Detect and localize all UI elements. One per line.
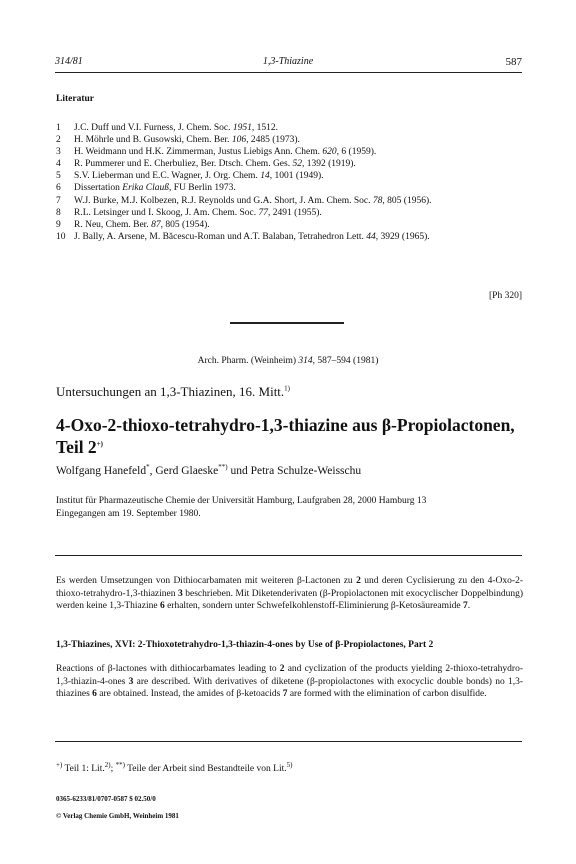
- abstract-text: and cyclization of the products yielding 2-thioxo-tetrahydro-1,3-thiazin-4-ones: [56, 664, 523, 687]
- journal-name: Arch. Pharm. (Weinheim): [197, 356, 299, 366]
- compound-number: 2: [279, 664, 285, 674]
- author-name: Wolfgang Hanefeld: [56, 465, 147, 477]
- reference-author-name: Erika Clauß: [122, 183, 170, 194]
- author-name: und Petra Schulze-Weisschu: [227, 465, 362, 477]
- page-number: 587: [505, 56, 522, 68]
- reference-text: H. Weidmann und H.K. Zimmerman, Justus Liebigs Ann. Chem.: [74, 147, 323, 158]
- journal-pages: , 587–594 (1981): [312, 356, 379, 366]
- abstract-text: beschrieben. Mit Diketenderivaten (β-Propiolactonen mit exocyclischer Doppelbindung) werden keine 1,3-Thiazine: [56, 588, 523, 612]
- reference-text: J. Bally, A. Arsene, M. Băcescu-Roman und A.T. Balaban, Tetrahedron Lett.: [74, 231, 367, 242]
- abstract-text: und deren Cyclisierung zu den 4-Oxo-2-thioxo-tetrahydro-1,3-thiazinen: [56, 576, 523, 599]
- reference-number: 5: [56, 171, 61, 182]
- reference-number: 9: [56, 219, 61, 230]
- reference-volume: 14: [260, 171, 270, 182]
- compound-number: 3: [178, 588, 183, 599]
- footnote-line: [56, 760, 293, 774]
- reference-item: [56, 158, 522, 170]
- reference-pages: , 2491 (1955).: [267, 207, 322, 218]
- compound-number: 2: [356, 576, 361, 586]
- abstract-text: are obtained. Instead, the amides of β-ketoacids: [96, 689, 283, 700]
- series-text: Untersuchungen an 1,3-Thiazinen, 16. Mitt.: [56, 384, 285, 399]
- article-title: [56, 414, 526, 458]
- section-separator: [230, 322, 344, 324]
- reference-pages: , 1001 (1949).: [269, 171, 324, 182]
- affiliation-block: [56, 495, 526, 520]
- reference-volume: 52: [292, 159, 302, 170]
- reference-volume: 620: [322, 147, 337, 158]
- reference-text: R. Neu, Chem. Ber.: [74, 219, 152, 230]
- footnote-ref: 5): [286, 760, 293, 769]
- abstract-top-rule: [55, 555, 522, 556]
- reference-number: 8: [56, 207, 61, 218]
- reference-item: [56, 195, 522, 207]
- reference-pages: , 805 (1954).: [160, 219, 210, 230]
- running-header-volume: 314/81: [55, 56, 83, 67]
- reference-item: [56, 231, 522, 243]
- reference-text: R. Pummerer und E. Cherbuliez, Ber. Dtsch. Chem. Ges.: [74, 159, 293, 170]
- journal-citation: [0, 356, 576, 366]
- footnote-rule: [55, 741, 522, 742]
- copyright-line: © Verlag Chemie GmbH, Weinheim 1981: [56, 812, 179, 820]
- abstract-text: .: [467, 601, 471, 612]
- running-header-title: 1,3-Thiazine: [262, 56, 314, 67]
- reference-volume: 87: [151, 219, 161, 230]
- reference-text: W.J. Burke, M.J. Kolbezen, R.J. Reynolds und G.A. Short, J. Am. Chem. Soc.: [74, 195, 373, 206]
- author-footnote-mark: **): [218, 463, 228, 472]
- abstract-english: [56, 663, 523, 701]
- reference-volume: 78: [372, 195, 383, 206]
- reference-text: R.L. Letsinger und I. Skoog, J. Am. Chem. Soc.: [74, 207, 259, 218]
- reference-pages: , 3929 (1965).: [375, 231, 430, 242]
- reference-text: Dissertation: [74, 183, 123, 194]
- reference-number: 2: [56, 135, 61, 146]
- abstract-text: Es werden Umsetzungen von Dithiocarbamaten mit weiteren β-Lactonen zu: [56, 576, 357, 586]
- reference-number: 6: [56, 183, 61, 194]
- reference-volume: 106: [231, 135, 247, 146]
- reference-number: 10: [56, 231, 66, 242]
- reference-number: 3: [56, 147, 61, 158]
- reference-pages: , 1392 (1919).: [301, 159, 356, 170]
- reference-item: [56, 219, 522, 231]
- reference-pages: , 2485 (1973).: [246, 135, 300, 146]
- author-footnote-mark: *: [146, 463, 150, 472]
- reference-number: 4: [56, 159, 61, 170]
- header-rule: [55, 72, 522, 73]
- manuscript-code: [Ph 320]: [489, 291, 522, 301]
- reference-item: [56, 182, 522, 194]
- received-date: Eingegangen am 19. September 1980.: [56, 508, 201, 519]
- affiliation: Institut für Pharmazeutische Chemie der Universität Hamburg, Laufgraben 28, 2000 Hamburg 13: [56, 496, 427, 506]
- abstract-german: [56, 575, 523, 613]
- reference-text: J.C. Duff und V.I. Furness, J. Chem. Soc.: [74, 123, 233, 133]
- reference-list: [56, 122, 522, 243]
- reference-text: S.V. Lieberman und E.C. Wagner, J. Org. Chem.: [74, 171, 261, 182]
- reference-pages: , 1512.: [251, 123, 278, 133]
- english-title: 1,3-Thiazines, XVI: 2-Thioxotetrahydro-1,3-thiazin-4-ones by Use of β-Propiolactones, Part 2: [56, 640, 434, 650]
- compound-number: 7: [282, 689, 288, 700]
- reference-text: H. Möhrle und B. Gusowski, Chem. Ber.: [74, 135, 232, 146]
- reference-volume: 44: [366, 231, 376, 242]
- reference-item: [56, 122, 522, 134]
- literature-heading: Literatur: [56, 94, 94, 104]
- footnote-mark: **): [115, 760, 125, 769]
- reference-volume: 77: [258, 207, 268, 218]
- footnote-separator: ;: [110, 764, 116, 774]
- compound-number: 6: [159, 601, 165, 612]
- reference-year: 1951: [232, 123, 252, 133]
- footnote-text: Teile der Arbeit sind Bestandteile von Lit.: [124, 764, 287, 774]
- author-line: [56, 465, 361, 477]
- abstract-text: are described. With derivatives of diketene (β-propiolactones with exocyclic double bonds) no 1,3-thiazines: [56, 676, 524, 700]
- reference-number: 7: [56, 195, 61, 206]
- compound-number: 7: [462, 601, 468, 612]
- article-title-text: 4-Oxo-2-thioxo-tetrahydro-1,3-thiazine aus β-Propiolactonen, Teil 2: [56, 415, 515, 457]
- title-footnote-mark: +): [96, 440, 104, 449]
- footnote-text: Teil 1: Lit.: [62, 764, 105, 774]
- author-name: , Gerd Glaeske: [149, 465, 219, 477]
- reference-item: [56, 134, 522, 146]
- series-footnote-mark: 1): [284, 384, 291, 393]
- issn-code: 0365-6233/81/0707-0587 $ 02.50/0: [56, 795, 156, 803]
- abstract-text: Reactions of β-lactones with dithiocarbamates leading to: [56, 664, 280, 674]
- reference-number: 1: [56, 123, 61, 133]
- reference-item: [56, 146, 522, 158]
- journal-volume: 314: [298, 356, 313, 366]
- compound-number: 3: [128, 676, 134, 687]
- reference-item: [56, 207, 522, 219]
- footnote-mark: +): [56, 760, 63, 769]
- series-title: [56, 384, 290, 400]
- compound-number: 6: [92, 689, 97, 700]
- abstract-text: are formed with the elimination of carbon disulfide.: [287, 689, 487, 700]
- reference-pages: , 805 (1956).: [382, 195, 432, 206]
- footnote-ref: 2): [104, 760, 111, 769]
- reference-item: [56, 170, 522, 182]
- abstract-text: erhalten, sondern unter Schwefelkohlenstoff-Eliminierung β-Ketosäureamide: [164, 601, 463, 612]
- reference-text-end: , FU Berlin 1973.: [169, 183, 236, 194]
- reference-pages: , 6 (1959).: [336, 147, 377, 158]
